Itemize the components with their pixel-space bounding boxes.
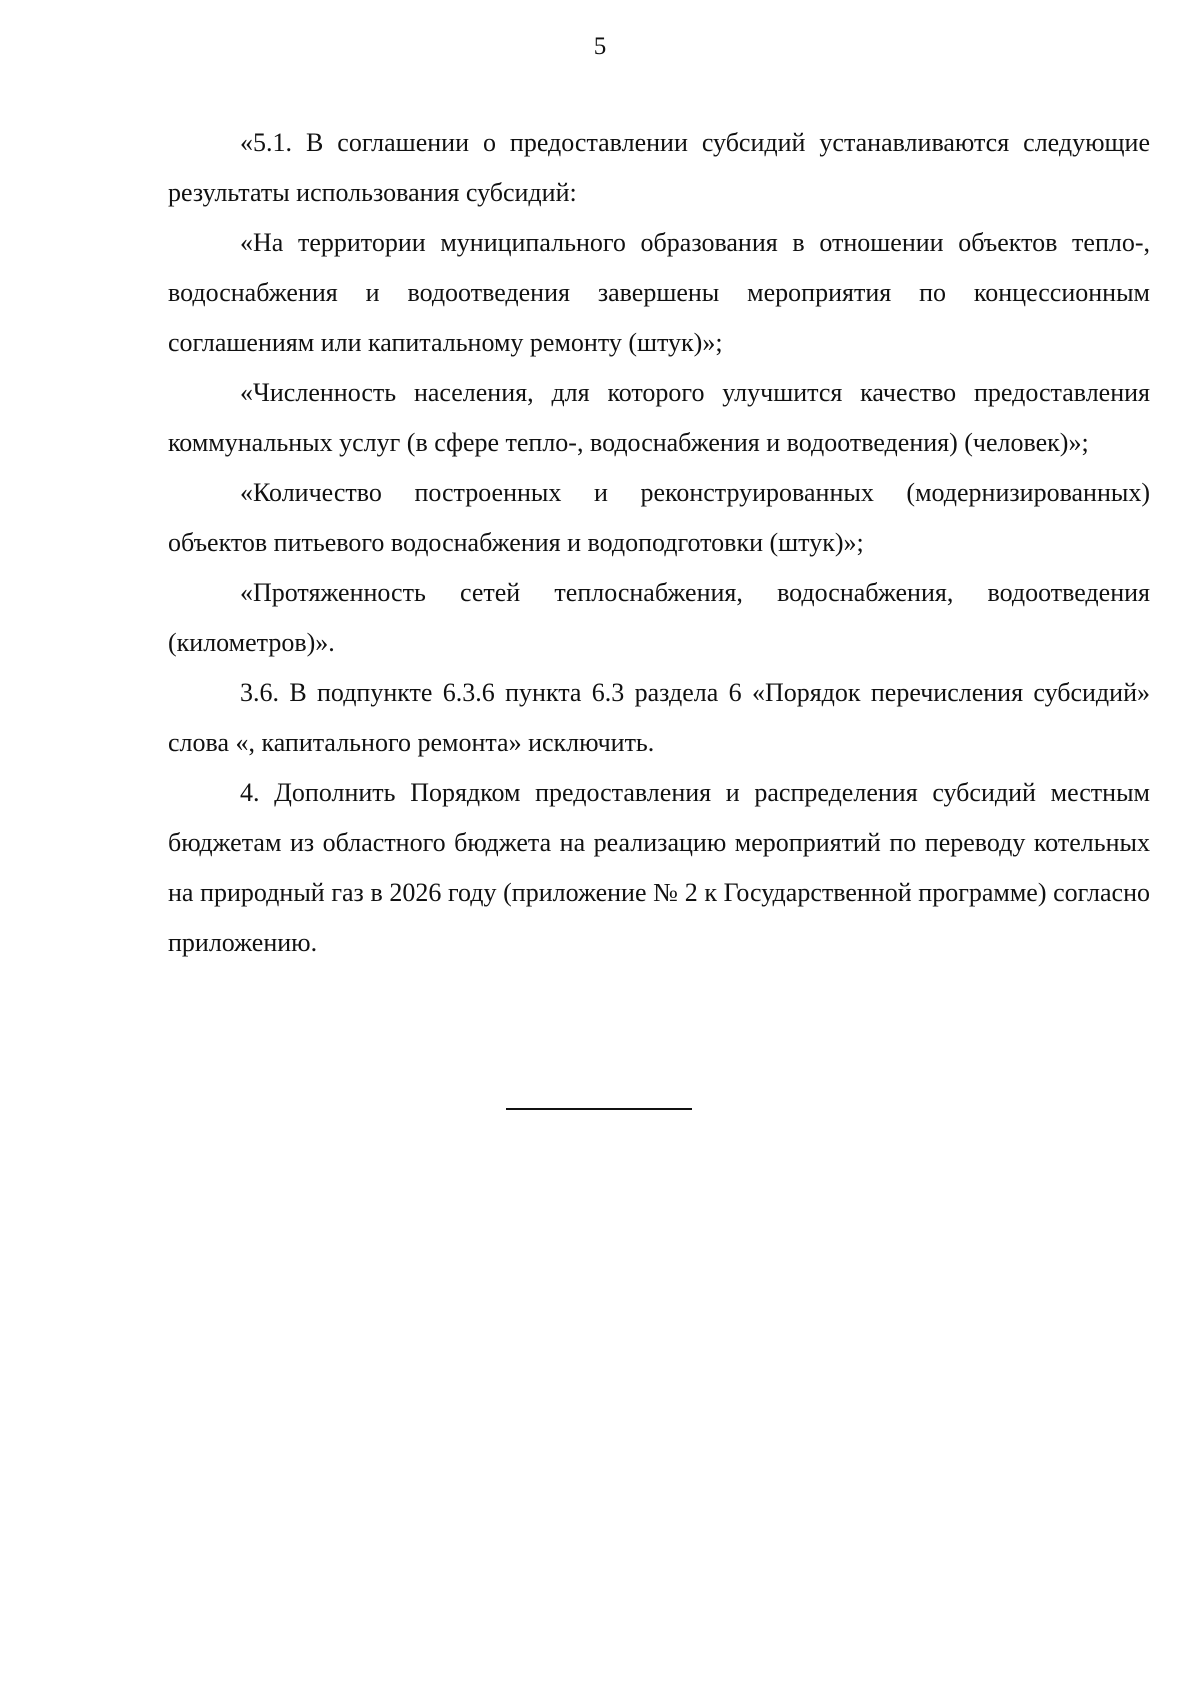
page-number: 5 (593, 33, 607, 60)
paragraph-result-completed-measures: «На территории муниципального образования в отношении объектов тепло-, водоснабжения и водоотведения завершены мероприятия по концессионным соглашениям или капитальному ремонту (штук)»; (168, 228, 1150, 357)
end-separator-line (506, 1108, 692, 1110)
document-body (168, 118, 1150, 968)
paragraph-result-water-objects: «Количество построенных и реконструированных (модернизированных) объектов питьевого водоснабжения и водоподготовки (штук)»; (168, 478, 1150, 557)
paragraph-5-1-results: «5.1. В соглашении о предоставлении субсидий устанавливаются следующие результаты использования субсидий: (168, 128, 1150, 207)
paragraph-result-population: «Численность населения, для которого улучшится качество предоставления коммунальных услуг (в сфере тепло-, водоснабжения и водоотведения) (человек)»; (168, 378, 1150, 457)
paragraph-3-6-amendment: 3.6. В подпункте 6.3.6 пункта 6.3 раздела 6 «Порядок перечисления субсидий» слова «, капитального ремонта» исключить. (168, 678, 1150, 757)
paragraph-4-supplement: 4. Дополнить Порядком предоставления и распределения субсидий местным бюджетам из областного бюджета на реализацию мероприятий по переводу котельных на природный газ в 2026 году (приложение № 2 к Государственной программе) согласно приложению. (168, 778, 1150, 957)
paragraph-result-network-length: «Протяженность сетей теплоснабжения, водоснабжения, водоотведения (километров)». (168, 578, 1150, 657)
